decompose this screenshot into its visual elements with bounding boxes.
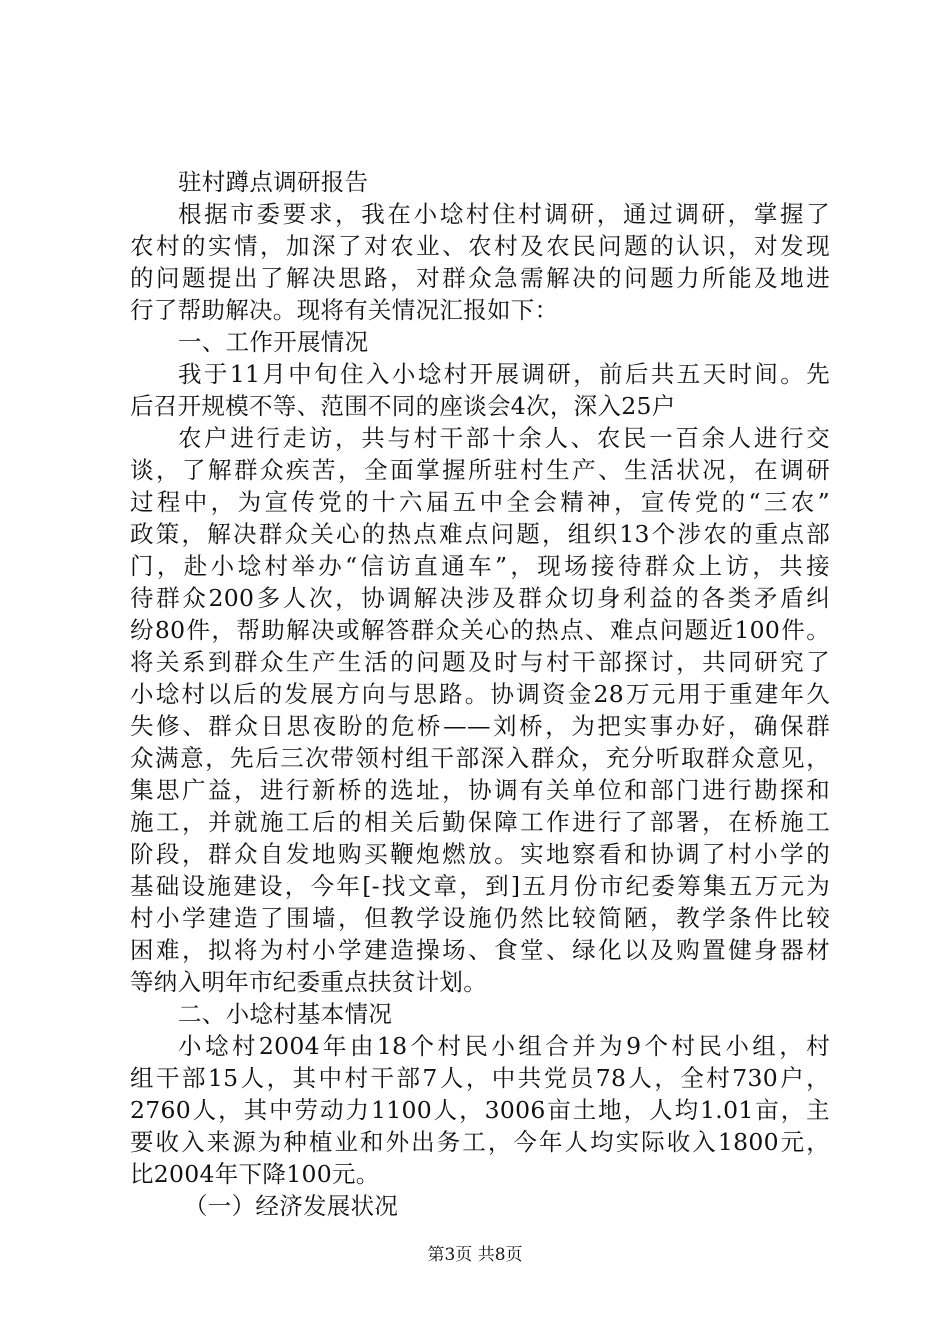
text-line: 根据市委要求，我在小埝村住村调研，通过调研，掌握了 [178, 200, 830, 228]
text-line: （一）经济发展状况 [184, 1192, 399, 1220]
text-line: 等纳入明年市纪委重点扶贫计划。 [130, 968, 487, 996]
text-line: 失修、群众日思夜盼的危桥——刘桥，为把实事办好，确保群 [130, 712, 830, 740]
text-line: 小埝村以后的发展方向与思路。协调资金28万元用于重建年久 [130, 680, 830, 708]
text-line: 众满意，先后三次带领村组干部深入群众，充分听取群众意见， [130, 744, 830, 772]
text-line: 的问题提出了解决思路，对群众急需解决的问题力所能及地进 [130, 264, 830, 292]
document-body [130, 166, 830, 1222]
text-line: 后召开规模不等、范围不同的座谈会4次，深入25户 [130, 392, 676, 420]
text-line: 待群众200多人次，协调解决涉及群众切身利益的各类矛盾纠 [130, 584, 830, 612]
text-line: 阶段，群众自发地购买鞭炮燃放。实地察看和协调了村小学的 [130, 840, 830, 868]
page-footer: 第3页 共8页 [427, 1245, 523, 1265]
text-line: 行了帮助解决。现将有关情况汇报如下： [130, 296, 559, 324]
text-line: 过程中，为宣传党的十六届五中全会精神，宣传党的“三农” [130, 488, 830, 516]
text-line: 村小学建造了围墙，但教学设施仍然比较简陋，教学条件比较 [130, 904, 830, 932]
text-line: 基础设施建设，今年[-找文章，到]五月份市纪委筹集五万元为 [130, 872, 830, 900]
text-line: 一、工作开展情况 [178, 328, 369, 356]
text-line: 比2004年下降100元。 [130, 1160, 380, 1188]
text-line: 将关系到群众生产生活的问题及时与村干部探讨，共同研究了 [130, 648, 830, 676]
text-line: 政策，解决群众关心的热点难点问题，组织13个涉农的重点部 [130, 520, 830, 548]
text-line: 组干部15人，其中村干部7人，中共党员78人，全村730户， [130, 1064, 830, 1092]
text-line: 农村的实情，加深了对农业、农村及农民问题的认识，对发现 [130, 232, 830, 260]
text-line: 我于11月中旬住入小埝村开展调研，前后共五天时间。先 [178, 360, 830, 388]
text-line: 集思广益，进行新桥的选址，协调有关单位和部门进行勘探和 [130, 776, 830, 804]
text-line: 困难，拟将为村小学建造操场、食堂、绿化以及购置健身器材 [130, 936, 830, 964]
text-line: 2760人，其中劳动力1100人，3006亩土地，人均1.01亩，主 [130, 1096, 830, 1124]
text-line: 小埝村2004年由18个村民小组合并为9个村民小组，村 [178, 1032, 830, 1060]
text-line: 施工，并就施工后的相关后勤保障工作进行了部署，在桥施工 [130, 808, 830, 836]
text-line: 要收入来源为种植业和外出务工，今年人均实际收入1800元， [130, 1128, 830, 1156]
text-line: 农户进行走访，共与村干部十余人、农民一百余人进行交 [178, 424, 830, 452]
text-line: 纷80件，帮助解决或解答群众关心的热点、难点问题近100件。 [130, 616, 830, 644]
document-title: 驻村蹲点调研报告 [178, 168, 369, 196]
text-line: 二、小埝村基本情况 [178, 1000, 393, 1028]
text-line: 门，赴小埝村举办“信访直通车”，现场接待群众上访，共接 [130, 552, 830, 580]
text-line: 谈，了解群众疾苦，全面掌握所驻村生产、生活状况，在调研 [130, 456, 830, 484]
